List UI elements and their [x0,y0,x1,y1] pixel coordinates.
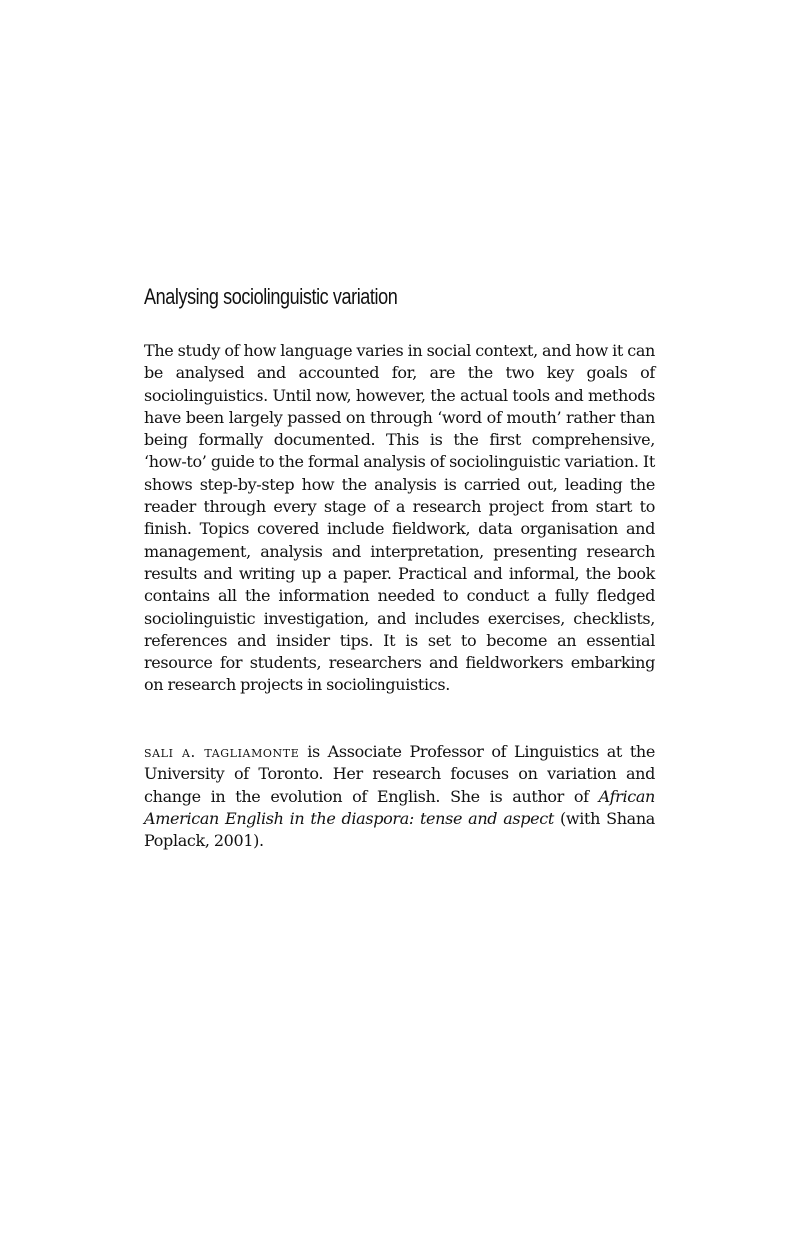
book-title-heading: Analysing sociolinguistic variation [144,284,398,309]
author-bio [144,741,655,852]
author-name: sali a. tagliamonte [144,743,300,761]
author-bio-coauthor: (with Shana Poplack, 2001). [144,808,655,851]
authored-book-title: African American English in the diaspora: tense and aspect [144,786,655,828]
author-bio-text: is Associate Professor of Linguistics at the University of Toronto. Her research focuses on variation and change in the evolution of English. She is author of [144,742,655,806]
book-description: The study of how language varies in social context, and how it can be analysed and accounted for, are the two key goals of sociolinguistics. Until now, however, the actual tools and methods have been largely passed on through ‘word of mouth’ rather than being formally documented. This is the first comprehensive, ‘how-to’ guide to the formal analysis of sociolinguistic variation. It shows step-by-step how the analysis is carried out, leading the reader through every stage of a research project from start to finish. Topics covered include fieldwork, data organisation and management, analysis and interpretation, presenting research results and writing up a paper. Practical and informal, the book contains all the information needed to conduct a fully fledged sociolinguistic investigation, and includes exercises, checklists, references and insider tips. It is set to become an essential resource for students, researchers and fieldworkers embarking on research projects in sociolinguistics. [144,341,655,695]
